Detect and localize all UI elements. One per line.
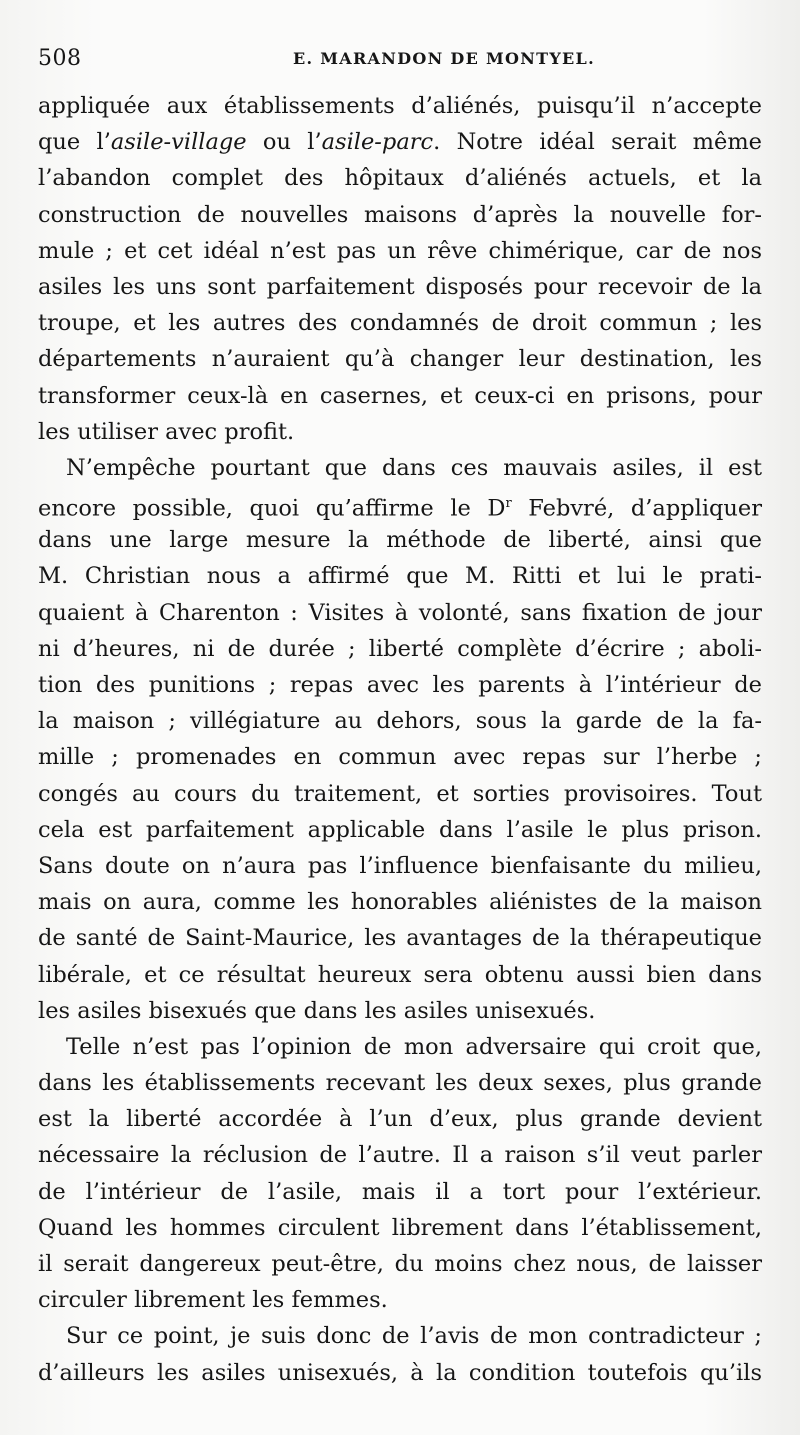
text-line: nécessaire la réclusion de l’autre. Il a raison s’il veut parler (38, 1142, 762, 1169)
text-line: congés au cours du traitement, et sorties provisoires. Tout (38, 780, 762, 807)
text-line: dans une large mesure la méthode de liberté, ainsi que (38, 527, 762, 554)
text-line: appliquée aux établissements d’aliénés, puisqu’il n’accepte (38, 93, 762, 119)
text-line: dans les établissements recevant les deux sexes, plus grande (38, 1070, 762, 1097)
page-header (38, 42, 762, 76)
paragraph-end-line: les asiles bisexués que dans les asiles unisexués. (38, 997, 596, 1024)
text-line: M. Christian nous a affirmé que M. Ritti et lui le prati- (38, 563, 762, 590)
paragraph-start-line: N’empêche pourtant que dans ces mauvais asiles, il est (66, 454, 762, 481)
text-line: de santé de Saint-Maurice, les avantages de la thérapeutique (38, 925, 762, 952)
text-line: encore possible, quoi qu’affirme le $D^r$ Febvré, d’appliquer (38, 495, 762, 522)
paragraph-start-line: Telle n’est pas l’opinion de mon adversaire qui croit que, (66, 1033, 762, 1060)
text-line: mule ; et cet idéal n’est pas un rêve chimérique, car de nos (38, 237, 762, 264)
text-line: mille ; promenades en commun avec repas sur l’herbe ; (38, 744, 762, 771)
text-line: la maison ; villégiature au dehors, sous la garde de la fa- (38, 708, 762, 735)
text-line: est la liberté accordée à l’un d’eux, plus grande devient (38, 1106, 762, 1133)
running-head: E. MARANDON DE MONTYEL. (293, 49, 595, 68)
text-line: transformer ceux-là en casernes, et ceux-ci en prisons, pour (38, 382, 762, 409)
text-line: l’abandon complet des hôpitaux d’aliénés actuels, et la (38, 165, 762, 192)
text-line: tion des punitions ; repas avec les parents à l’intérieur de (38, 672, 762, 698)
text-line: d’ailleurs les asiles unisexués, à la condition toutefois qu’ils (38, 1359, 762, 1386)
body-text (38, 88, 762, 1391)
paragraph-start-line: Sur ce point, je suis donc de l’avis de mon contradicteur ; (66, 1323, 762, 1350)
text-line: Sans doute on n’aura pas l’influence bienfaisante du milieu, (38, 852, 762, 879)
paragraph-end-line: circuler librement les femmes. (38, 1287, 388, 1314)
text-line: asiles les uns sont parfaitement disposés pour recevoir de la (38, 273, 762, 300)
text-line: de l’intérieur de l’asile, mais il a tort pour l’extérieur. (38, 1178, 762, 1205)
text-line: que l’asile-village ou l’asile-parc. Notre idéal serait même (38, 129, 762, 156)
text-line: il serait dangereux peut-être, du moins chez nous, de laisser (38, 1251, 762, 1277)
text-line: cela est parfaitement applicable dans l’asile le plus prison. (38, 816, 762, 843)
text-line: libérale, et ce résultat heureux sera obtenu aussi bien dans (38, 961, 762, 988)
text-line: troupe, et les autres des condamnés de droit commun ; les (38, 310, 762, 337)
text-line: ni d’heures, ni de durée ; liberté complète d’écrire ; aboli- (38, 635, 762, 662)
text-line: départements n’auraient qu’à changer leur destination, les (38, 346, 762, 373)
text-line: construction de nouvelles maisons d’après la nouvelle for- (38, 201, 762, 228)
paragraph-end-line: les utiliser avec profit. (38, 418, 295, 445)
page-number: 508 (38, 46, 82, 71)
text-line: quaient à Charenton : Visites à volonté, sans fixation de jour (38, 599, 762, 626)
text-line: Quand les hommes circulent librement dans l’établissement, (38, 1214, 762, 1241)
text-line: mais on aura, comme les honorables aliénistes de la maison (38, 889, 762, 916)
